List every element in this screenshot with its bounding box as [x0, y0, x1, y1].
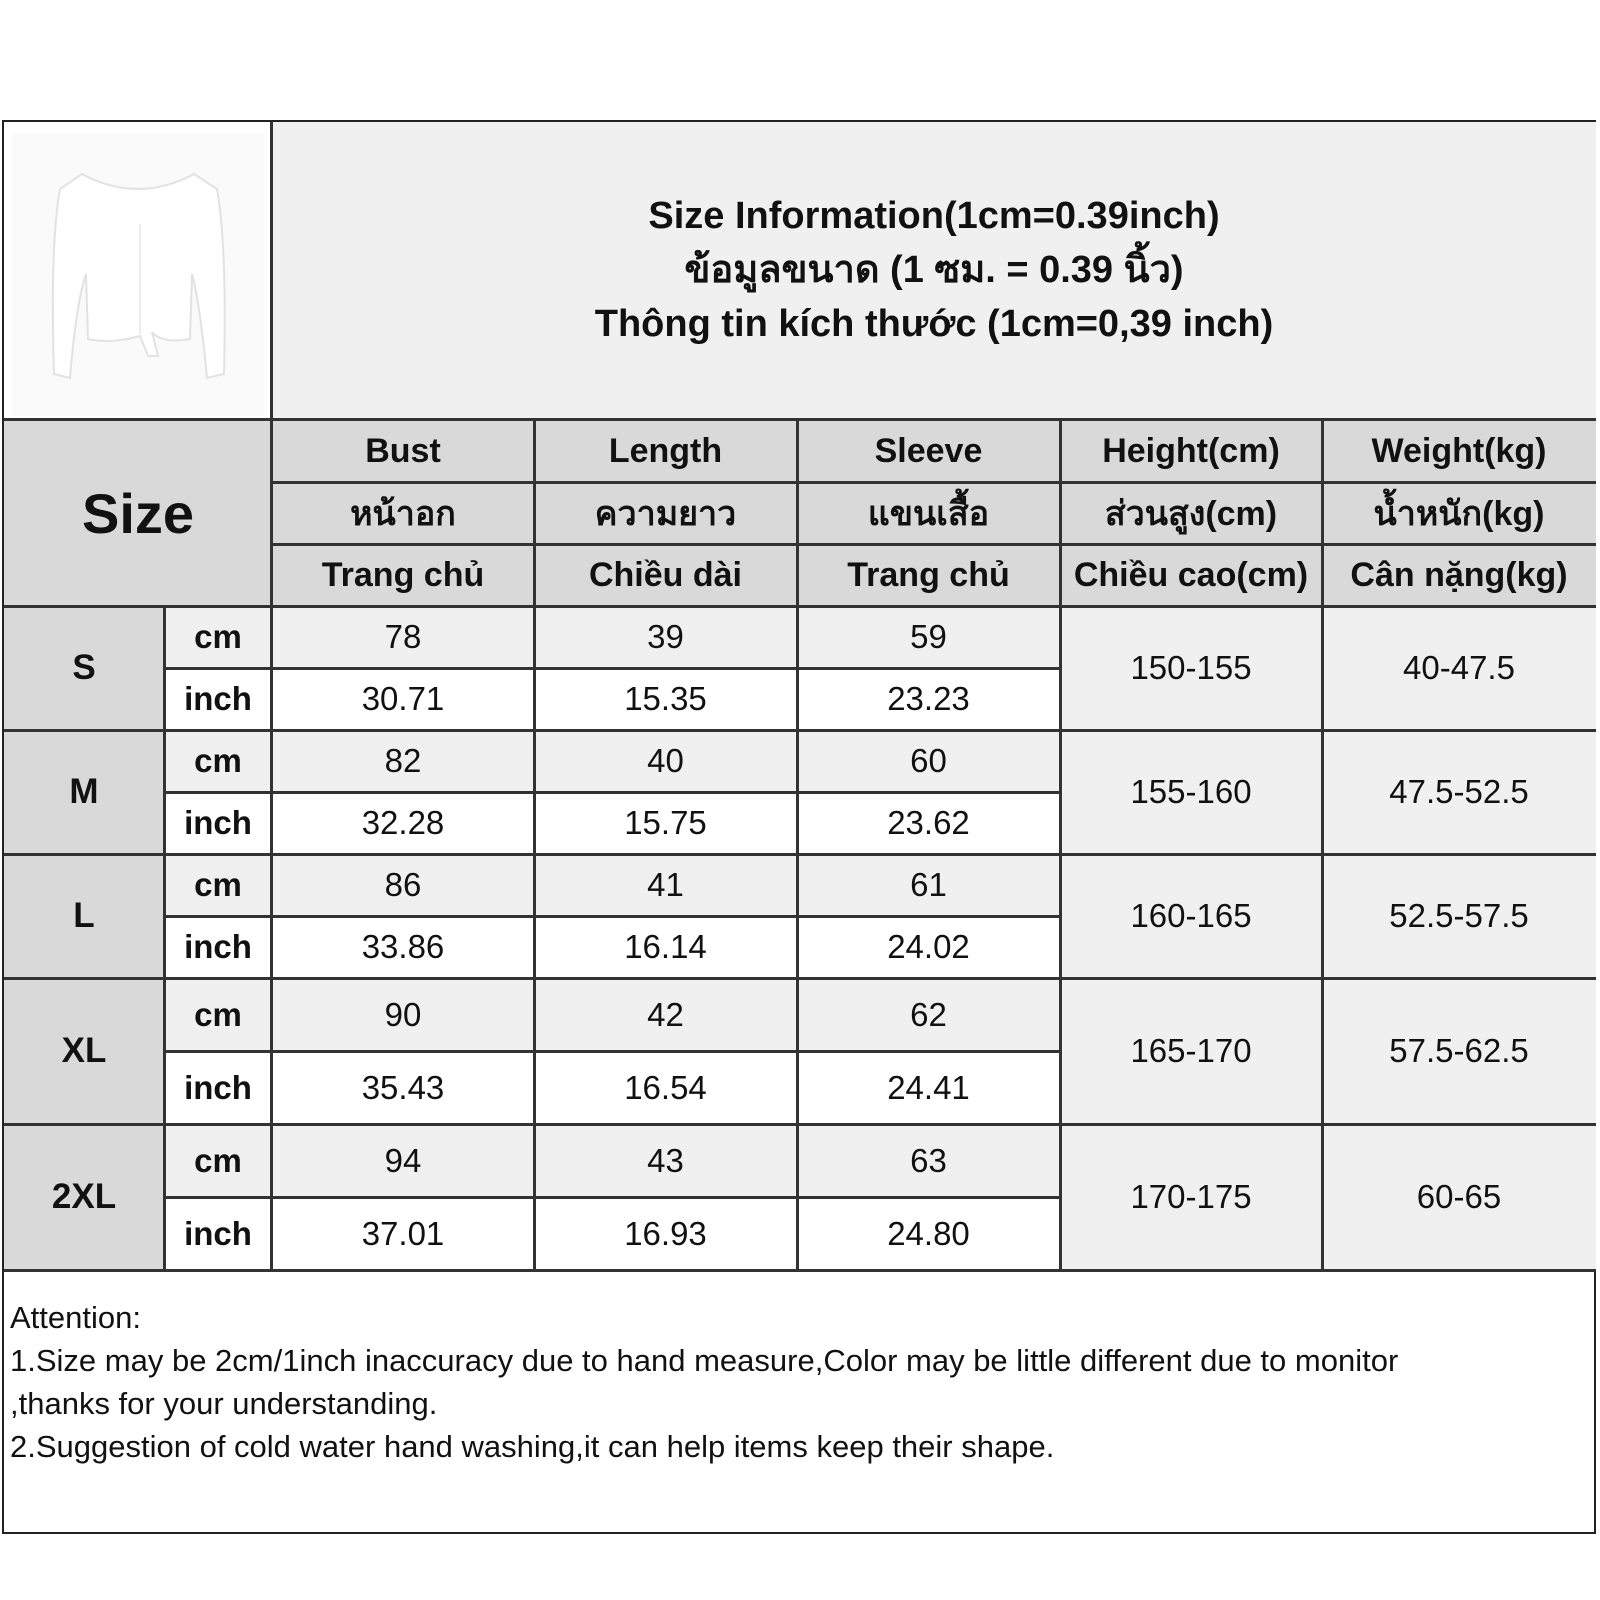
column-header-en: Length	[534, 420, 797, 482]
column-header-th: ส่วนสูง(cm)	[1060, 482, 1322, 544]
measurement-cell: 82	[272, 730, 534, 792]
measurement-cell: 16.14	[534, 916, 797, 978]
measurement-cell: 37.01	[272, 1197, 534, 1270]
measurement-cell: 15.35	[534, 668, 797, 730]
weight-range: 57.5-62.5	[1322, 978, 1596, 1124]
unit-label: cm	[164, 978, 272, 1051]
column-header-vi: Trang chủ	[797, 544, 1060, 606]
attention-note-1: 1.Size may be 2cm/1inch inaccuracy due to hand measure,Color may be little different due to monitor	[10, 1343, 1399, 1378]
measurement-cell: 40	[534, 730, 797, 792]
unit-label: cm	[164, 606, 272, 668]
size-label: L	[4, 854, 164, 978]
title-vietnamese: Thông tin kích thước (1cm=0,39 inch)	[594, 303, 1274, 345]
grid-line	[1059, 420, 1062, 1270]
grid-line	[4, 853, 1596, 856]
measurement-cell: 23.62	[797, 792, 1060, 854]
unit-label: inch	[164, 668, 272, 730]
unit-label: inch	[164, 1197, 272, 1270]
column-header-th: น้ำหนัก(kg)	[1322, 482, 1596, 544]
grid-line	[4, 729, 1596, 732]
grid-line	[270, 122, 273, 1270]
grid-line	[163, 606, 166, 1270]
weight-range: 52.5-57.5	[1322, 854, 1596, 978]
cardigan-icon	[12, 134, 264, 416]
measurement-cell: 24.41	[797, 1051, 1060, 1124]
attention-note-1-cont: ,thanks for your understanding.	[10, 1386, 438, 1421]
title-thai: ข้อมูลขนาด (1 ซม. = 0.39 นิ้ว)	[684, 249, 1184, 291]
measurement-cell: 43	[534, 1124, 797, 1197]
size-chart	[2, 120, 1596, 1534]
weight-range: 60-65	[1322, 1124, 1596, 1270]
attention-notes	[10, 1296, 1580, 1468]
size-label: M	[4, 730, 164, 854]
measurement-cell: 23.23	[797, 668, 1060, 730]
weight-range: 40-47.5	[1322, 606, 1596, 730]
column-header-vi: Chiều dài	[534, 544, 797, 606]
column-header-th: หน้าอก	[272, 482, 534, 544]
measurement-cell: 39	[534, 606, 797, 668]
grid-line	[164, 915, 1060, 918]
measurement-cell: 42	[534, 978, 797, 1051]
grid-line	[1321, 420, 1324, 1270]
product-image	[12, 134, 264, 416]
unit-label: inch	[164, 792, 272, 854]
measurement-cell: 30.71	[272, 668, 534, 730]
unit-label: cm	[164, 730, 272, 792]
measurement-cell: 63	[797, 1124, 1060, 1197]
height-range: 155-160	[1060, 730, 1322, 854]
column-header-th: แขนเสื้อ	[797, 482, 1060, 544]
weight-range: 47.5-52.5	[1322, 730, 1596, 854]
unit-label: inch	[164, 1051, 272, 1124]
column-header-en: Height(cm)	[1060, 420, 1322, 482]
height-range: 160-165	[1060, 854, 1322, 978]
column-header-en: Weight(kg)	[1322, 420, 1596, 482]
grid-line	[4, 418, 1596, 421]
grid-line	[4, 1123, 1596, 1126]
grid-line	[272, 543, 1596, 546]
grid-line	[4, 977, 1596, 980]
measurement-cell: 62	[797, 978, 1060, 1051]
grid-line	[164, 667, 1060, 670]
measurement-cell: 15.75	[534, 792, 797, 854]
measurement-cell: 61	[797, 854, 1060, 916]
measurement-cell: 33.86	[272, 916, 534, 978]
measurement-cell: 59	[797, 606, 1060, 668]
size-header: Size	[4, 420, 272, 606]
column-header-vi: Trang chủ	[272, 544, 534, 606]
title-english: Size Information(1cm=0.39inch)	[648, 195, 1220, 237]
measurement-cell: 94	[272, 1124, 534, 1197]
column-header-en: Sleeve	[797, 420, 1060, 482]
measurement-cell: 60	[797, 730, 1060, 792]
column-header-vi: Cân nặng(kg)	[1322, 544, 1596, 606]
measurement-cell: 16.93	[534, 1197, 797, 1270]
grid-line	[796, 420, 799, 1270]
unit-label: cm	[164, 1124, 272, 1197]
attention-note-2: 2.Suggestion of cold water hand washing,it can help items keep their shape.	[10, 1429, 1055, 1464]
unit-label: cm	[164, 854, 272, 916]
grid-line	[164, 1050, 1060, 1053]
grid-line	[164, 1196, 1060, 1199]
measurement-cell: 41	[534, 854, 797, 916]
measurement-cell: 86	[272, 854, 534, 916]
measurement-cell: 24.02	[797, 916, 1060, 978]
size-label: XL	[4, 978, 164, 1124]
size-label: 2XL	[4, 1124, 164, 1270]
measurement-cell: 32.28	[272, 792, 534, 854]
grid-line	[533, 420, 536, 1270]
column-header-vi: Chiều cao(cm)	[1060, 544, 1322, 606]
size-info-title	[272, 122, 1596, 418]
size-label: S	[4, 606, 164, 730]
height-range: 150-155	[1060, 606, 1322, 730]
height-range: 165-170	[1060, 978, 1322, 1124]
measurement-cell: 35.43	[272, 1051, 534, 1124]
grid-line	[164, 791, 1060, 794]
grid-line	[4, 1269, 1596, 1272]
measurement-cell: 24.80	[797, 1197, 1060, 1270]
unit-label: inch	[164, 916, 272, 978]
grid-line	[272, 481, 1596, 484]
measurement-cell: 78	[272, 606, 534, 668]
grid-line	[4, 605, 1596, 608]
height-range: 170-175	[1060, 1124, 1322, 1270]
measurement-cell: 90	[272, 978, 534, 1051]
attention-heading: Attention:	[10, 1300, 141, 1335]
column-header-en: Bust	[272, 420, 534, 482]
column-header-th: ความยาว	[534, 482, 797, 544]
measurement-cell: 16.54	[534, 1051, 797, 1124]
